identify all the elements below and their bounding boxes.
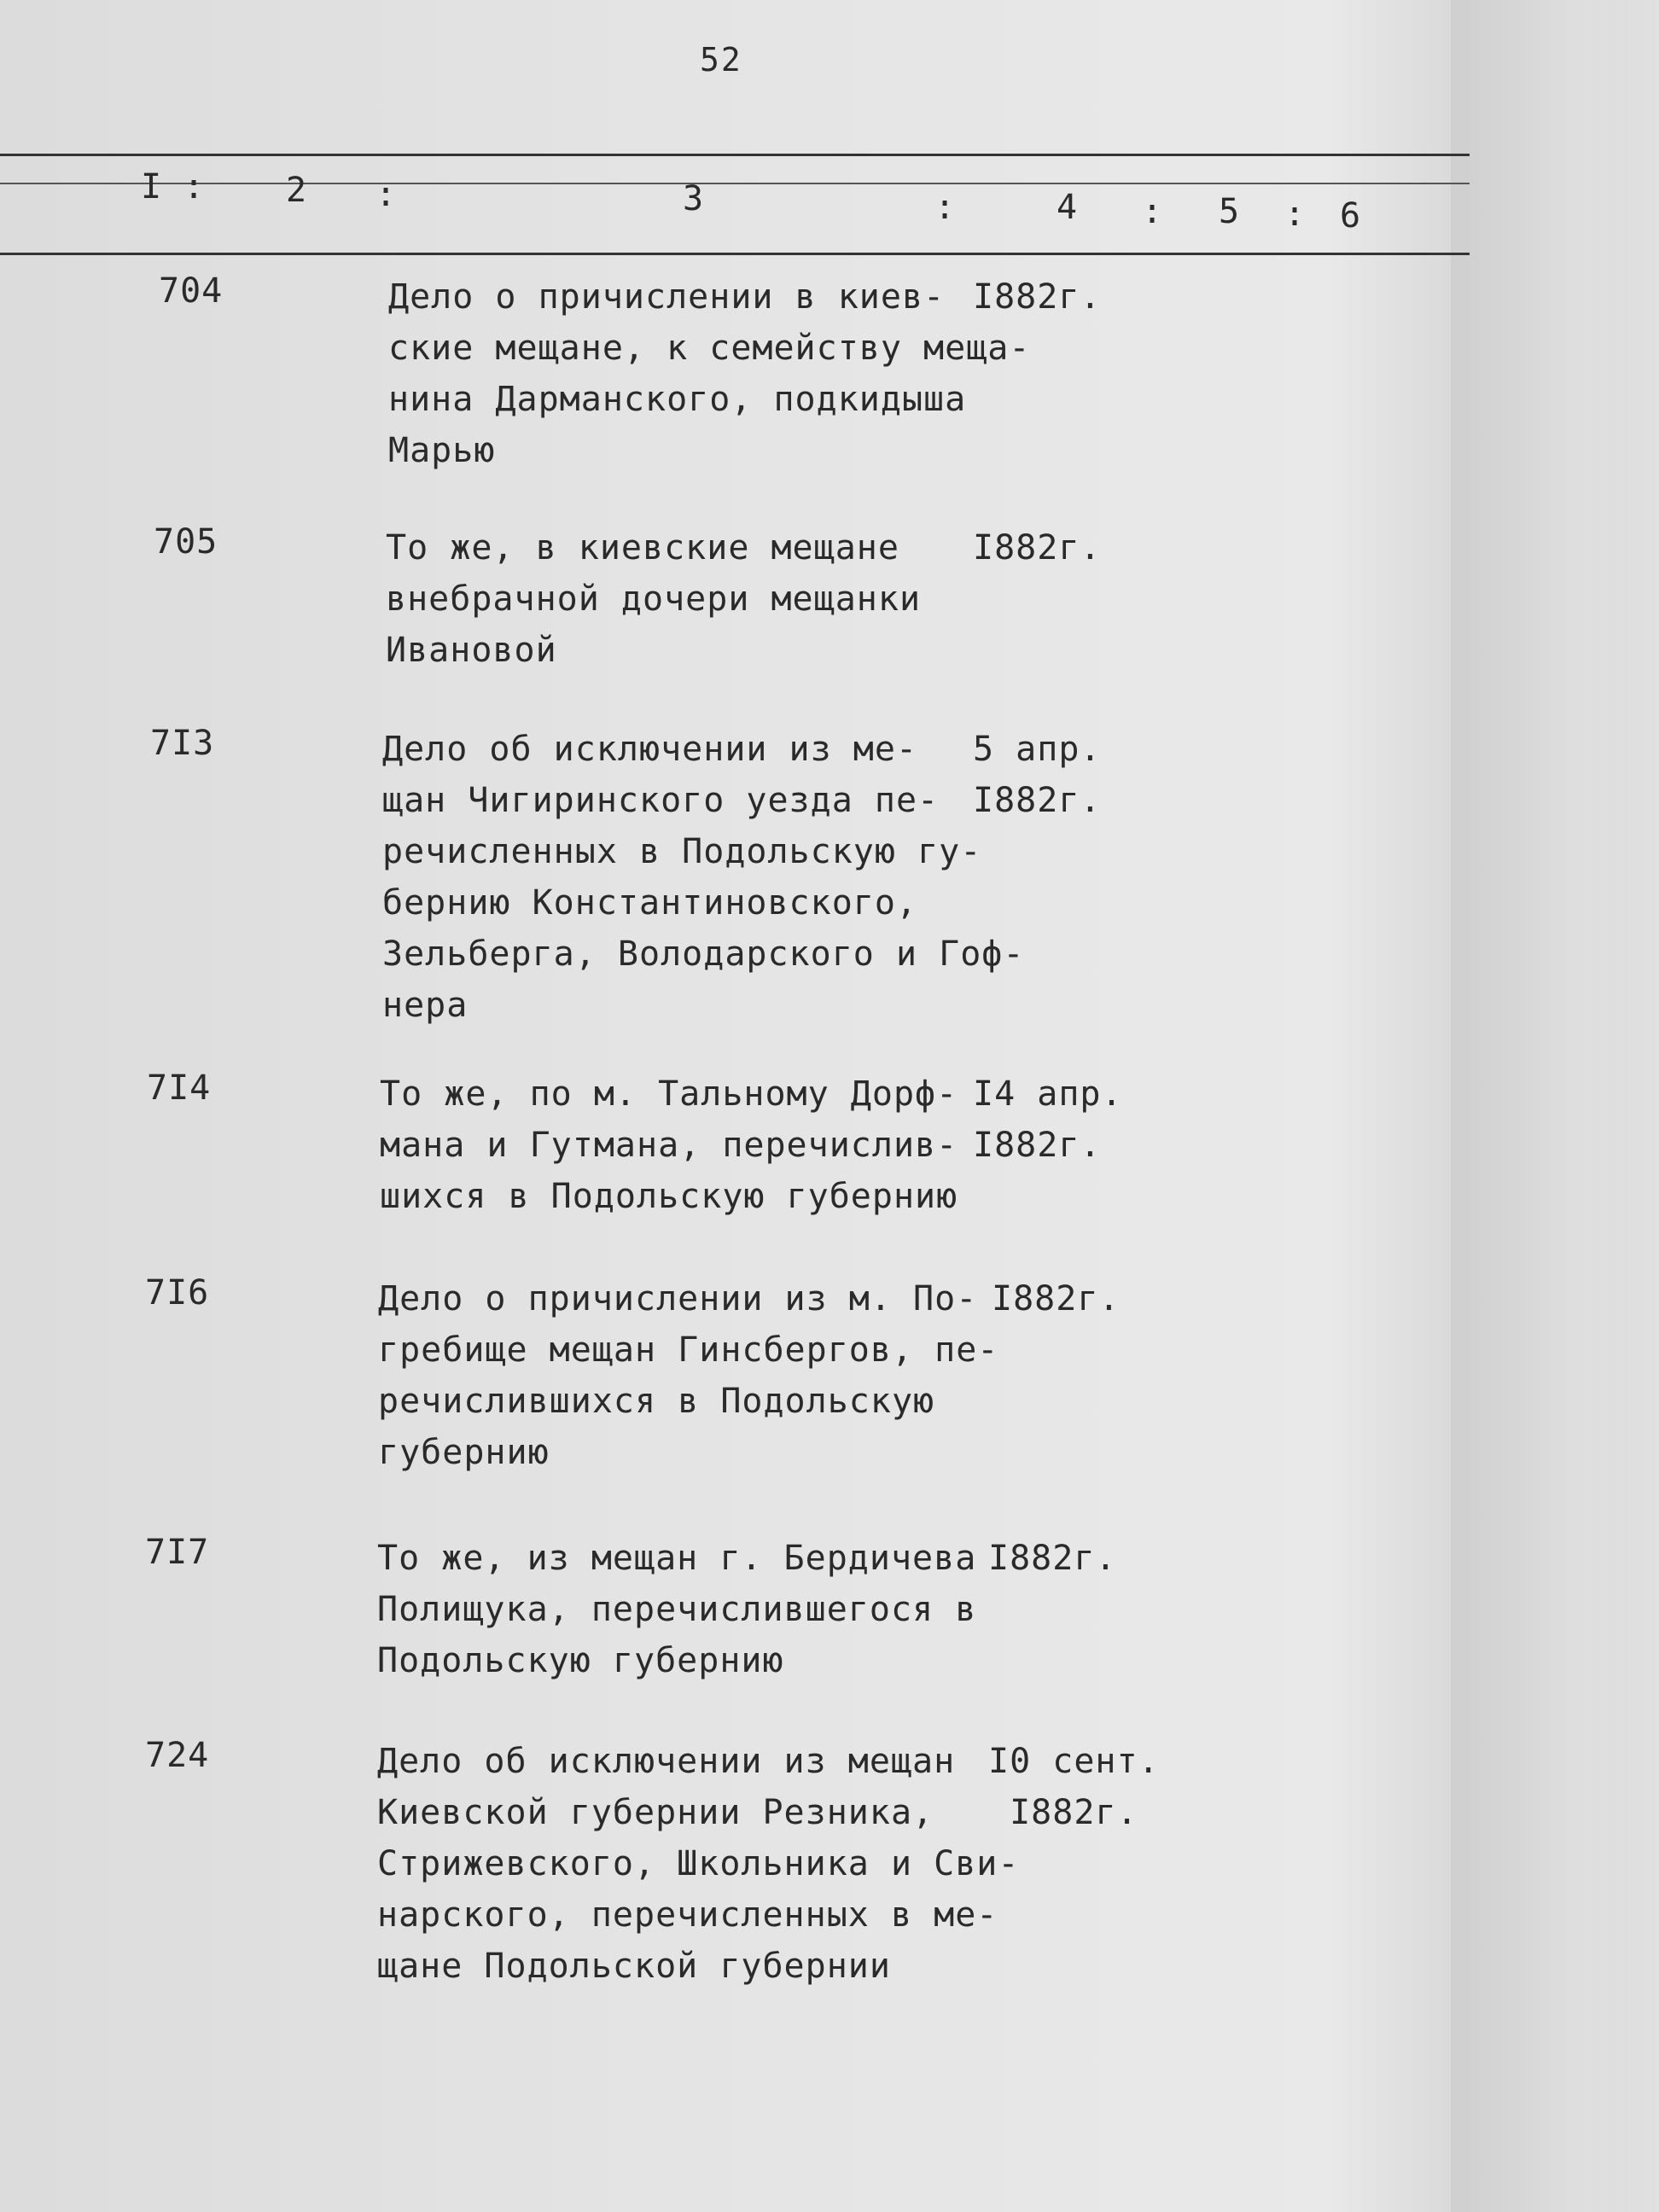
entry-number: 7I3 <box>150 724 215 763</box>
entry-description: То же, в киевские мещане внебрачной дочери мещанки Ивановой <box>386 528 922 670</box>
entry-number: 724 <box>145 1736 210 1775</box>
column-separator: : <box>1284 195 1306 234</box>
column-header-4: 4 <box>1057 188 1078 227</box>
entry-description: Дело об исключении из мещан Киевской губернии Резника, Стрижевского, Школьника и Сви- нарского, перечисленных в ме- щане Подольской губернии <box>377 1742 1020 1986</box>
header-rule-bottom <box>0 253 1470 255</box>
entry-description: То же, по м. Тальному Дорф- мана и Гутмана, перечислив- шихся в Подольскую губернию <box>380 1074 958 1216</box>
entry-date: I0 сент. I882г. <box>988 1742 1160 1832</box>
entry-date: 5 апр. I882г. <box>973 730 1102 820</box>
entry-description: Дело о причислении из м. По- гребище мещан Гинсбергов, пе- речислившихся в Подольскую губернию <box>378 1279 999 1472</box>
column-header-1: I <box>141 167 162 207</box>
column-header-6: 6 <box>1340 196 1361 236</box>
entry-date: I4 апр. I882г. <box>973 1074 1123 1165</box>
entry-date: I882г. <box>992 1279 1121 1318</box>
entry-number: 704 <box>159 271 224 311</box>
header-rule-top <box>0 154 1470 156</box>
entry-date: I882г. <box>988 1539 1117 1578</box>
entry-date: I882г. <box>973 528 1102 568</box>
entry-description: Дело о причислении в киев- ские мещане, к семейству меща- нина Дарманского, подкидыша Марью <box>388 277 1031 470</box>
page-edge-shadow <box>1451 0 1659 2212</box>
column-header-5: 5 <box>1219 192 1240 231</box>
column-header-3: 3 <box>683 179 704 218</box>
page-number: 52 <box>700 41 742 79</box>
column-header-2: 2 <box>286 171 307 210</box>
entry-description: То же, из мещан г. Бердичева Полищука, перечислившегося в Подольскую губернию <box>377 1539 977 1680</box>
entry-number: 7I4 <box>147 1068 212 1108</box>
column-separator: : <box>934 188 956 227</box>
entry-number: 7I7 <box>145 1533 210 1572</box>
column-separator: : <box>375 175 397 214</box>
entry-number: 7I6 <box>145 1273 210 1313</box>
entry-number: 705 <box>154 522 218 562</box>
header-rule-mid <box>0 183 1470 184</box>
column-separator: : <box>1142 192 1163 231</box>
entry-description: Дело об исключении из ме- щан Чигиринского уезда пе- речисленных в Подольскую гу- бернию Константиновского, Зельберга, Володарского и Гоф- нера <box>382 730 1025 1025</box>
entry-date: I882г. <box>973 277 1102 317</box>
column-separator: : <box>183 167 205 207</box>
